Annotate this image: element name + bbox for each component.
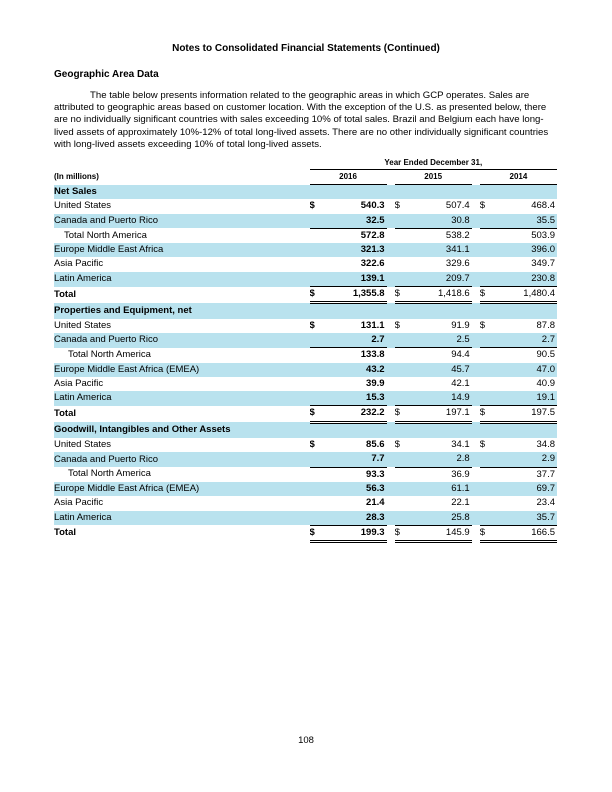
value-2014: 87.8 <box>536 319 555 331</box>
table-row <box>54 467 557 482</box>
dollar-sign <box>480 333 490 348</box>
value-2016: 322.6 <box>360 258 385 270</box>
dollar-sign: $ <box>394 319 400 331</box>
dollar-sign <box>395 257 405 271</box>
value-2015: 25.8 <box>405 511 472 526</box>
dollar-sign <box>310 228 320 243</box>
section-title: Net Sales <box>54 185 310 200</box>
dollar-sign: $ <box>480 287 490 303</box>
value-2015: 209.7 <box>405 272 472 287</box>
value-2015: 507.4 <box>445 200 470 212</box>
table-header-row <box>54 157 557 170</box>
value-2014: 35.5 <box>490 214 557 229</box>
table-row <box>54 257 557 271</box>
dollar-sign: $ <box>309 200 315 212</box>
row-label: Latin America <box>54 391 310 406</box>
value-2016: 7.7 <box>320 452 387 467</box>
value-2015: 2.5 <box>405 333 472 348</box>
dollar-sign: $ <box>395 406 405 422</box>
value-2014: 90.5 <box>490 348 557 363</box>
row-label: United States <box>54 200 112 212</box>
value-2016: 2.7 <box>320 333 387 348</box>
year-2015-header: 2015 <box>395 170 472 185</box>
value-2016: 56.3 <box>320 482 387 496</box>
geographic-data-table <box>54 157 557 543</box>
dollar-sign <box>395 482 405 496</box>
dollar-sign <box>395 272 405 287</box>
dollar-sign <box>395 377 405 391</box>
table-row <box>54 319 557 333</box>
dollar-sign: $ <box>479 319 486 331</box>
value-2015: 14.9 <box>405 391 472 406</box>
dollar-sign <box>480 257 490 271</box>
value-2016: 232.2 <box>320 406 387 422</box>
value-2015: 42.1 <box>451 377 470 389</box>
dollar-sign: $ <box>310 406 320 422</box>
dollar-sign <box>395 511 405 526</box>
row-label: Total <box>54 288 76 300</box>
table-row <box>54 406 557 422</box>
dollar-sign <box>395 467 405 482</box>
dollar-sign <box>480 452 490 467</box>
dollar-sign <box>480 228 490 243</box>
dollar-sign <box>395 452 405 467</box>
value-2016: 93.3 <box>320 467 387 482</box>
dollar-sign: $ <box>395 525 405 541</box>
dollar-sign <box>395 348 405 363</box>
value-2016: 133.8 <box>320 348 387 363</box>
value-2016: 572.8 <box>320 228 387 243</box>
dollar-sign <box>310 363 320 377</box>
table-row <box>54 214 557 229</box>
dollar-sign <box>480 496 490 510</box>
value-2014: 37.7 <box>490 467 557 482</box>
row-label: Latin America <box>54 511 310 526</box>
dollar-sign: $ <box>310 287 320 303</box>
value-2014: 396.0 <box>490 243 557 257</box>
dollar-sign: $ <box>479 200 486 212</box>
section-heading-row <box>54 185 557 200</box>
dollar-sign <box>480 363 490 377</box>
period-header: Year Ended December 31, <box>310 157 557 170</box>
dollar-sign <box>480 348 490 363</box>
dollar-sign <box>480 272 490 287</box>
value-2016: 131.1 <box>360 319 385 331</box>
value-2015: 538.2 <box>405 228 472 243</box>
table-row <box>54 272 557 287</box>
table-row <box>54 511 557 526</box>
table-row <box>54 438 557 452</box>
dollar-sign <box>310 214 320 229</box>
dollar-sign <box>395 243 405 257</box>
dollar-sign <box>310 467 320 482</box>
row-label: Total North America <box>64 229 147 241</box>
section-title: Goodwill, Intangibles and Other Assets <box>54 422 310 438</box>
page-number: 108 <box>298 735 314 746</box>
dollar-sign <box>310 348 320 363</box>
dollar-sign: $ <box>394 200 400 212</box>
section-heading-row <box>54 422 557 438</box>
dollar-sign <box>310 333 320 348</box>
row-label: Canada and Puerto Rico <box>54 333 310 348</box>
value-2014: 69.7 <box>490 482 557 496</box>
value-2014: 166.5 <box>490 525 557 541</box>
dollar-sign <box>395 214 405 229</box>
table-years-row <box>54 170 557 185</box>
dollar-sign <box>480 214 490 229</box>
dollar-sign: $ <box>479 439 486 451</box>
dollar-sign <box>480 482 490 496</box>
row-label: Europe Middle East Africa <box>54 243 310 257</box>
value-2014: 2.7 <box>490 333 557 348</box>
value-2014: 23.4 <box>536 497 555 509</box>
intro-paragraph: The table below presents information related to the geographic areas in which GCP operates. Sales are attributed to geographic areas based on customer location. With the exception of the U.S. as presented below, there are no individually significant countries with sales exceeding 10% of total sales. Brazil and Belgium each have long-lived assets of approximately 10%-12% of total long-lived assets. There are no other individually significant countries with long-lived assets exceeding 10% of total long-lived assets. <box>54 90 549 150</box>
table-row <box>54 525 557 541</box>
row-label: Latin America <box>54 272 310 287</box>
value-2016: 21.4 <box>366 497 385 509</box>
value-2014: 40.9 <box>536 377 555 389</box>
table-row <box>54 333 557 348</box>
value-2014: 468.4 <box>531 200 555 212</box>
row-label: Total North America <box>68 468 151 480</box>
dollar-sign <box>310 391 320 406</box>
section-title: Properties and Equipment, net <box>54 303 310 319</box>
value-2014: 47.0 <box>490 363 557 377</box>
table-row <box>54 243 557 257</box>
dollar-sign <box>310 272 320 287</box>
value-2015: 36.9 <box>405 467 472 482</box>
dollar-sign: $ <box>309 319 315 331</box>
value-2015: 145.9 <box>405 525 472 541</box>
value-2016: 43.2 <box>320 363 387 377</box>
row-label: Europe Middle East Africa (EMEA) <box>54 363 310 377</box>
dollar-sign <box>310 511 320 526</box>
value-2014: 34.8 <box>536 439 555 451</box>
dollar-sign <box>395 228 405 243</box>
table-row <box>54 452 557 467</box>
dollar-sign <box>395 496 405 510</box>
dollar-sign <box>310 243 320 257</box>
value-2016: 15.3 <box>320 391 387 406</box>
value-2016: 39.9 <box>366 377 385 389</box>
value-2015: 45.7 <box>405 363 472 377</box>
row-label: United States <box>54 439 112 451</box>
row-label: Total <box>54 527 76 539</box>
value-2015: 22.1 <box>451 497 470 509</box>
value-2015: 94.4 <box>405 348 472 363</box>
dollar-sign <box>310 496 320 510</box>
value-2016: 139.1 <box>320 272 387 287</box>
row-label: Total North America <box>68 349 151 361</box>
dollar-sign <box>310 257 320 271</box>
dollar-sign <box>310 452 320 467</box>
value-2014: 1,480.4 <box>490 287 557 303</box>
value-2015: 197.1 <box>405 406 472 422</box>
table-row <box>54 391 557 406</box>
value-2014: 230.8 <box>490 272 557 287</box>
dollar-sign <box>395 363 405 377</box>
row-label: Canada and Puerto Rico <box>54 452 310 467</box>
page-title: Notes to Consolidated Financial Statements (Continued) <box>172 43 440 54</box>
dollar-sign: $ <box>395 287 405 303</box>
dollar-sign: $ <box>394 439 400 451</box>
value-2014: 197.5 <box>490 406 557 422</box>
row-label: Canada and Puerto Rico <box>54 214 310 229</box>
year-2014-header: 2014 <box>480 170 557 185</box>
table-row <box>54 348 557 363</box>
value-2016: 85.6 <box>366 439 385 451</box>
value-2016: 540.3 <box>360 200 385 212</box>
value-2016: 1,355.8 <box>320 287 387 303</box>
value-2015: 1,418.6 <box>405 287 472 303</box>
table-row <box>54 363 557 377</box>
value-2015: 2.8 <box>405 452 472 467</box>
dollar-sign: $ <box>310 525 320 541</box>
dollar-sign <box>480 467 490 482</box>
value-2015: 341.1 <box>405 243 472 257</box>
value-2015: 30.8 <box>405 214 472 229</box>
dollar-sign <box>310 482 320 496</box>
value-2014: 503.9 <box>490 228 557 243</box>
value-2015: 329.6 <box>445 258 470 270</box>
year-2016-header: 2016 <box>310 170 387 185</box>
dollar-sign <box>480 391 490 406</box>
dollar-sign <box>395 333 405 348</box>
dollar-sign <box>480 243 490 257</box>
value-2015: 91.9 <box>451 319 470 331</box>
units-label: (In millions) <box>54 172 99 181</box>
table-row <box>54 496 557 510</box>
value-2016: 199.3 <box>320 525 387 541</box>
dollar-sign: $ <box>480 525 490 541</box>
value-2016: 28.3 <box>320 511 387 526</box>
dollar-sign <box>480 377 490 391</box>
table-row <box>54 228 557 243</box>
value-2016: 321.3 <box>320 243 387 257</box>
value-2014: 35.7 <box>490 511 557 526</box>
value-2014: 19.1 <box>490 391 557 406</box>
row-label: Asia Pacific <box>54 377 104 389</box>
value-2015: 61.1 <box>405 482 472 496</box>
dollar-sign <box>480 511 490 526</box>
table-row <box>54 482 557 496</box>
row-label: Asia Pacific <box>54 258 104 270</box>
table-row <box>54 199 557 213</box>
dollar-sign <box>310 377 320 391</box>
value-2014: 2.9 <box>490 452 557 467</box>
table-row <box>54 377 557 391</box>
section-heading-row <box>54 303 557 319</box>
row-label: Asia Pacific <box>54 497 104 509</box>
value-2015: 34.1 <box>451 439 470 451</box>
value-2014: 349.7 <box>531 258 555 270</box>
dollar-sign: $ <box>480 406 490 422</box>
table-row <box>54 287 557 303</box>
row-label: Total <box>54 407 76 419</box>
section-heading: Geographic Area Data <box>54 69 159 80</box>
row-label: Europe Middle East Africa (EMEA) <box>54 482 310 496</box>
row-label: United States <box>54 319 112 331</box>
dollar-sign: $ <box>309 439 315 451</box>
value-2016: 32.5 <box>320 214 387 229</box>
dollar-sign <box>395 391 405 406</box>
